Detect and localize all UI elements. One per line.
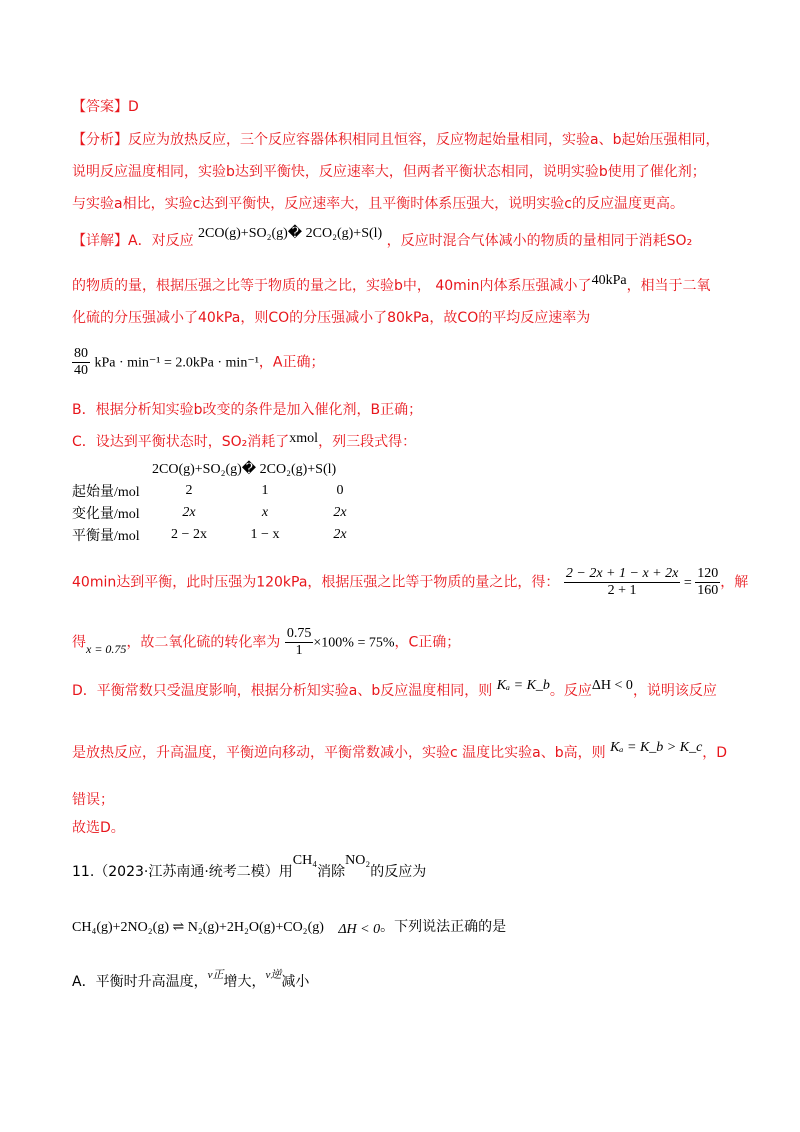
- rate-expression: kPa · min⁻¹ = 2.0kPa · min⁻¹: [94, 355, 259, 371]
- table-row: 平衡量/mol 2 − 2x 1 − x 2x: [72, 527, 347, 544]
- ice-header-row: [72, 458, 378, 480]
- answer-line: [72, 97, 139, 117]
- detail-d-line-2: 是放热反应，升高温度，平衡逆向移动，平衡常数减小，实验c 温度比实验a、b高，则 Kₐ = K_b > K_c，D: [72, 740, 728, 761]
- question-11-line: 11.（2023·江苏南通·统考二模）用CH₄消除NO₂的反应为: [72, 853, 427, 880]
- v-forward: v正: [207, 969, 224, 981]
- reaction-equation: CH₄(g)+2NO₂(g) ⇌ N₂(g)+2H₂O(g)+CO₂(g): [72, 920, 324, 935]
- detail-a-rate: $\frac{80}{40}$ kPa · min⁻¹ = 2.0kPa · min⁻¹，A正确；: [74, 346, 325, 378]
- v-reverse: v逆: [265, 969, 282, 981]
- detail-c-line-2: 40min达到平衡，此时压强为120kPa，根据压强之比等于物质的量之比，得： $\frac{2 - 2x + 1 - x + 2x}{2 + 1}$ = $\frac{120}{160}$ ，解: [72, 566, 749, 598]
- detail-a-line-1: 【详解】A．对反应 2CO(g)+SO₂(g)� 2CO₂(g)+S(l) ，反应时混合气体减小的物质的量相同于消耗SO₂: [72, 226, 693, 249]
- detail-a-line-3: 化硫的分压强减小了40kPa，则CO的分压强减小了80kPa，故CO的平均反应速率为: [72, 310, 591, 326]
- conclusion: 故选D。: [72, 820, 125, 836]
- analysis-label: 【分析】: [72, 132, 128, 148]
- question-number: 11.: [72, 864, 95, 880]
- detail-c-line-3: 得x = 0.75，故二氧化硫的转化率为 $\frac{0.75}{1}$ ×100% = 75%，C正确；: [72, 626, 461, 658]
- rate-fraction: $\frac{80}{40}$: [74, 346, 88, 378]
- conversion-expression: ×100% = 75%: [313, 635, 395, 651]
- answer-value: D: [128, 99, 139, 115]
- analysis-line-1: 【分析】反应为放热反应，三个反应容器体积相同且恒容，反应物起始量相同，实验a、b起始压强相同，: [72, 132, 720, 148]
- detail-c-line-1: C．设达到平衡状态时，SO₂消耗了xmol，列三段式得：: [72, 431, 417, 450]
- analysis-line-3: 与实验a相比，实验c达到平衡快，反应速率大，且平衡时体系压强大，说明实验c的反应温度更高。: [72, 196, 684, 212]
- equation-lhs-fraction: $\frac{2 - 2x + 1 - x + 2x}{2 + 1}$: [565, 566, 679, 598]
- reaction-formula: 2CO(g)+SO₂(g)� 2CO₂(g)+S(l): [198, 226, 383, 241]
- answer-label: 【答案】: [72, 99, 128, 115]
- delta-h: ΔH < 0: [591, 678, 633, 693]
- question-delta-h: ΔH < 0: [338, 922, 381, 937]
- k-inequality: Kₐ = K_b > K_c: [610, 740, 703, 755]
- option-a[interactable]: A．平衡时升高温度，$^{v正}$增大，$^{v逆}$减小: [72, 969, 310, 990]
- detail-d-line-3: 错误；: [72, 792, 114, 808]
- pressure-drop: 40kPa: [591, 273, 627, 288]
- detail-b-line: B．根据分析知实验b改变的条件是加入催化剂，B正确；: [72, 402, 423, 418]
- analysis-line-2: 说明反应温度相同，实验b达到平衡快，反应速率大，但两者平衡状态相同，说明实验b使用了催化剂；: [72, 164, 706, 180]
- question-11-equation: CH₄(g)+2NO₂(g) ⇌ N₂(g)+2H₂O(g)+CO₂(g) ΔH < 0。下列说法正确的是: [72, 919, 507, 937]
- detail-label: 【详解】: [72, 233, 128, 249]
- no2-formula: NO₂: [345, 853, 371, 868]
- equation-rhs-fraction: $\frac{120}{160}$: [697, 566, 719, 598]
- table-row: 变化量/mol 2x x 2x: [72, 505, 347, 522]
- x-mol: xmol: [289, 431, 319, 446]
- k-equality: Kₐ = K_b: [496, 678, 550, 693]
- ice-header-reaction: 2CO(g)+SO₂(g)� 2CO₂(g)+S(l): [152, 461, 337, 477]
- conversion-fraction: $\frac{0.75}{1}$: [286, 626, 312, 658]
- ice-table: [72, 458, 378, 546]
- ch4-formula: CH₄: [292, 853, 318, 868]
- detail-a-line-2: 的物质的量，根据压强之比等于物质的量之比，实验b中， 40min内体系压强减小了40kPa，相当于二氧: [72, 273, 711, 294]
- table-row: 起始量/mol 2 1 0: [72, 483, 344, 500]
- x-value: x = 0.75: [86, 641, 127, 656]
- detail-d-line-1: D．平衡常数只受温度影响，根据分析知实验a、b反应温度相同，则 Kₐ = K_b。反应ΔH < 0，说明该反应: [72, 678, 717, 699]
